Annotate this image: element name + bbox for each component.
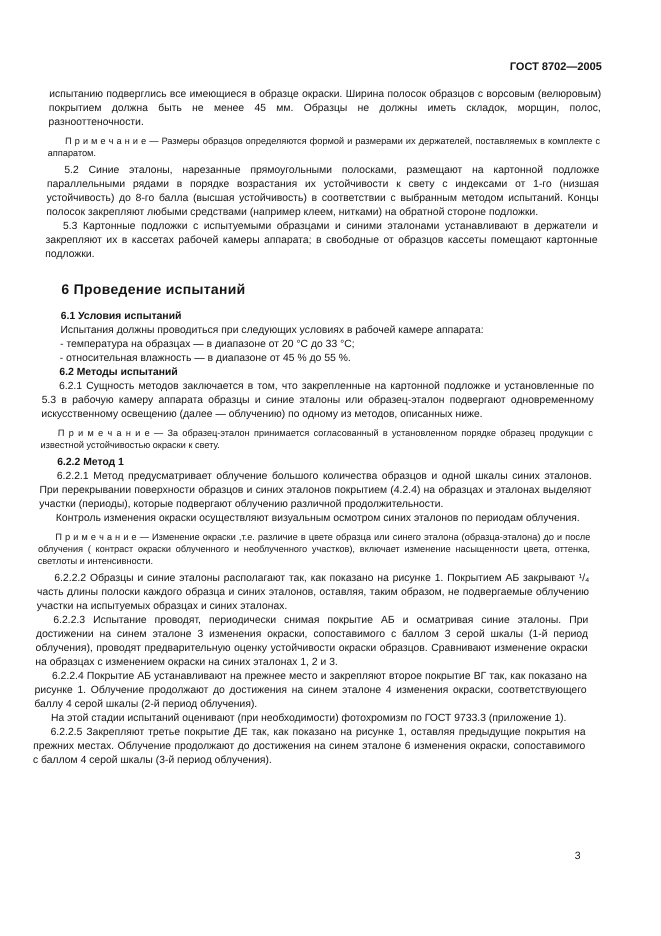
note-color-change-definition: П р и м е ч а н и е — Изменение окраски ,т.е. различие в цвете образца или синего эталона (образца-эталона) до и после облучения ( контраст окраски облученного и необлученного участков), включает изменение насыщенности цвета, оттенка, светлоты и интенсивности.	[37, 532, 591, 566]
paragraph-photochromism: На этой стадии испытаний оценивают (при необходимости) фотохромизм по ГОСТ 9733.3 (приложение 1).	[50, 713, 567, 724]
clause-5-2: 5.2 Синие эталоны, нарезанные прямоугольными полосками, размещают на картонной подложке параллельными рядами в порядке возрастания их устойчивости к свету с индексами от 1-го (низшая устойчивость) до 8-го балла (высшая устойчивость) в соответствии с выбранным методом испытаний. Концы полосок закрепляют любыми средствами (например клеем, нитками) на обратной стороне подложки.	[46, 165, 600, 218]
test-conditions-intro: Испытания должны проводиться при следующих условиях в рабочей камере аппарата:	[60, 325, 484, 336]
clause-6-2-heading: 6.2 Методы испытаний	[59, 367, 178, 378]
page-content	[32, 60, 602, 862]
clause-6-2-2-3: 6.2.2.3 Испытание проводят, периодически снимая покрытие АБ и осматривая синие эталоны. При достижении на синем эталоне 3 изменения окраски, сопоставимого с баллом 3 серой шкалы (1-й период облучения), проводят предварительную оценку устойчивости окраски образцов. Сравнивают изменение окраски на образцах с изменением окраски на синих эталонах 1, 2 и 3.	[35, 615, 589, 668]
page-number: 3	[574, 850, 581, 862]
clause-6-2-2-2: 6.2.2.2 Образцы и синие эталоны располагают так, как показано на рисунке 1. Покрытием АБ закрывают ¹/₄ часть длины полоски каждого образца и синих эталонов, оставляя, таким образом, не подвергаемые облучению участки на испытуемых образцах и синих эталонах.	[36, 573, 590, 612]
paragraph-color-change-control: Контроль изменения окраски осуществляют визуальным осмотром синих эталонов по периодам облучения.	[55, 513, 580, 524]
condition-humidity: - относительная влажность — в диапазоне от 45 % до 55 %.	[59, 353, 351, 364]
standard-number-header: ГОСТ 8702—2005	[509, 61, 602, 73]
clause-6-2-2-1: 6.2.2.1 Метод предусматривает облучение большого количества образцов и одной шкалы синих эталонов. При перекрывании поверхности образцов и синих эталонов покрытием (4.2.4) на образцах и эталонах выделяют участки (периоды), которые подвергают облучению различной продолжительности.	[39, 471, 592, 510]
note-sample-sizes: П р и м е ч а н и е — Размеры образцов определяются формой и размерами их держателей, поставляемых в комплекте с аппаратом.	[47, 136, 601, 158]
clause-5-3: 5.3 Картонные подложки с испытуемыми образцами и синими эталонами устанавливают в держатели и закрепляют их в кассетах рабочей камеры аппарата; в свободные от образцов кассеты помещают картонные подложки.	[45, 221, 599, 260]
note-reference-sample: П р и м е ч а н и е — За образец-эталон принимается согласованный в установленном порядке образец продукции с известной устойчивостью окраски к свету.	[40, 428, 594, 450]
condition-temperature: - температура на образцах — в диапазоне от 20 °С до 33 °С;	[59, 339, 355, 350]
clause-6-2-1: 6.2.1 Сущность методов заключается в том, что закрепленные на картонной подложке и установленные по 5.3 в рабочую камеру аппарата образцы и синие эталоны или образец-эталон подвергают одновременному искусственному освещению (далее — облучению) по одному из методов, описанных ниже.	[41, 381, 595, 420]
clause-6-2-2-heading: 6.2.2 Метод 1	[57, 457, 125, 468]
continued-paragraph: испытанию подверглись все имеющиеся в образце окраски. Ширина полосок образцов с ворсовым (велюровым) покрытием должна быть не менее 45 мм. Образцы не должны иметь складок, морщин, полос, разнооттеночности.	[48, 89, 602, 128]
section-6-heading: 6 Проведение испытаний	[61, 281, 246, 297]
clause-6-2-2-4: 6.2.2.4 Покрытие АБ устанавливают на прежнее место и закрепляют второе покрытие ВГ так, как показано на рисунке 1. Облучение продолжают до достижения на синем эталоне 4 изменения окраски, соответствующего баллу 4 серой шкалы (2-й период облучения).	[34, 671, 588, 710]
clause-6-2-2-5: 6.2.2.5 Закрепляют третье покрытие ДЕ так, как показано на рисунке 1, оставляя предыдущие покрытия на прежних местах. Облучение продолжают до достижения на синем эталоне 6 изменения окраски, сопоставимого с баллом 4 серой шкалы (3-й период облучения).	[32, 727, 586, 766]
clause-6-1-heading: 6.1 Условия испытаний	[60, 311, 182, 322]
